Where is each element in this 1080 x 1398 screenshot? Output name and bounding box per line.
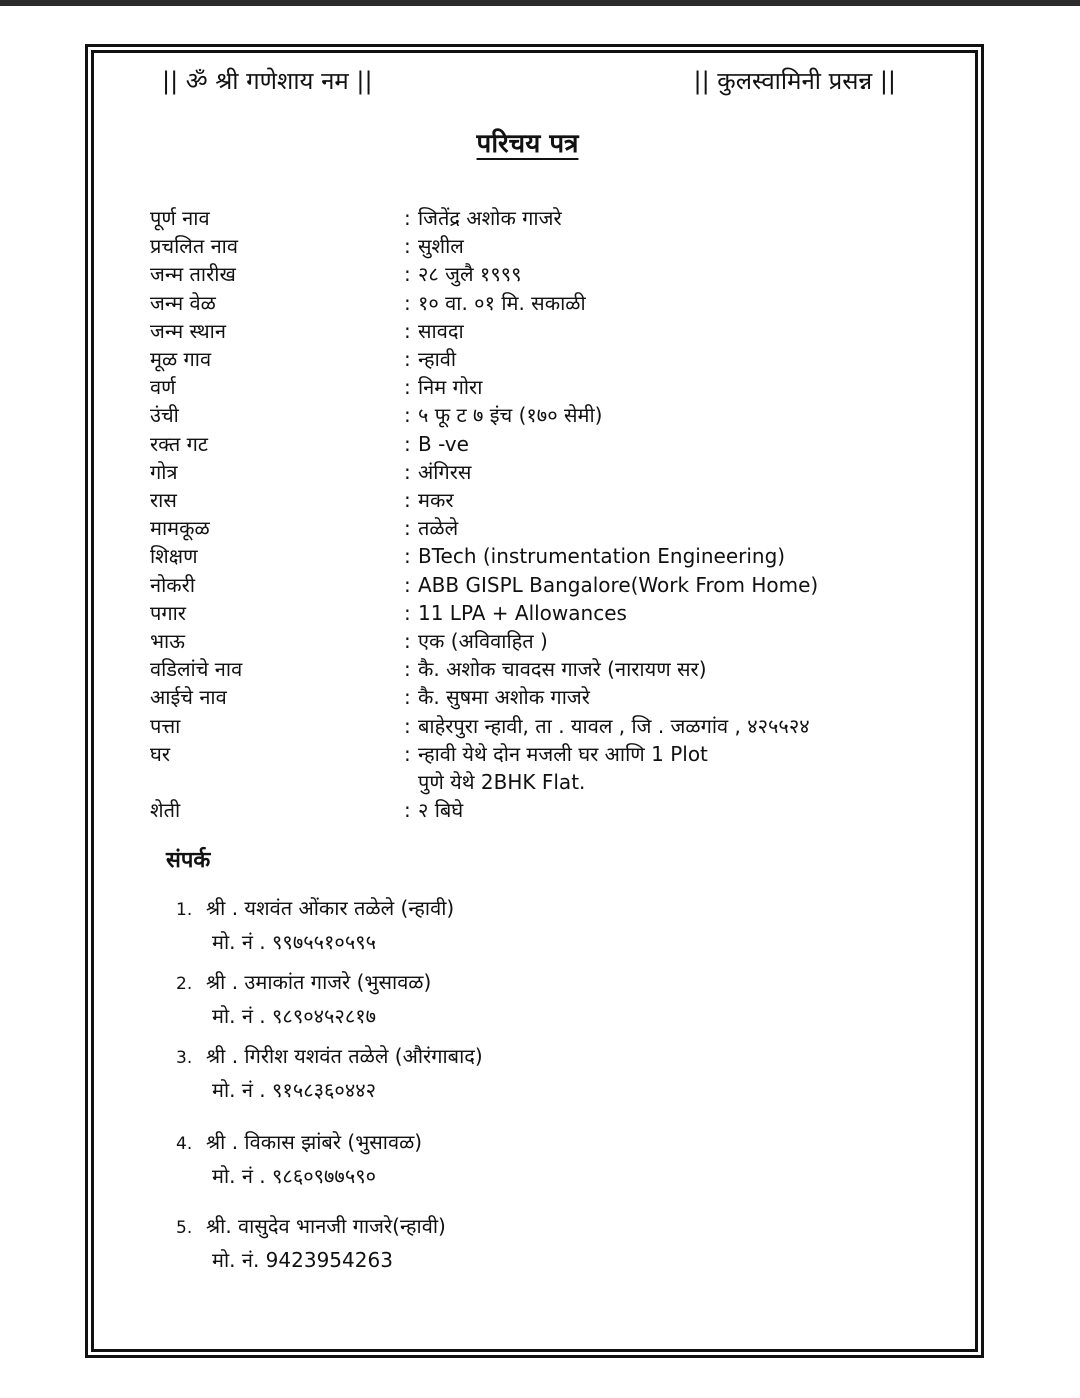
detail-value: एक (अविवाहित ) bbox=[418, 629, 548, 654]
detail-row-height bbox=[150, 401, 910, 429]
detail-label: घर bbox=[150, 741, 170, 766]
contact-name: श्री . यशवंत ओंकार तळेले (न्हावी) bbox=[206, 896, 455, 920]
detail-value: २८ जुलै १९९९ bbox=[418, 262, 522, 287]
contact-number: 4. bbox=[176, 1134, 193, 1154]
detail-row-brother bbox=[150, 627, 910, 655]
detail-label: वर्ण bbox=[150, 375, 176, 400]
detail-value: अंगिरस bbox=[418, 459, 472, 484]
detail-value: बाहेरपुरा न्हावी, ता . यावल , जि . जळगांव , ४२५५२४ bbox=[418, 713, 810, 738]
contact-item bbox=[176, 966, 431, 1032]
detail-label: आईचे नाव bbox=[150, 685, 227, 710]
detail-separator: : bbox=[404, 741, 411, 766]
detail-value: तळेले bbox=[418, 516, 459, 541]
page-title: परिचय पत्र bbox=[476, 129, 579, 159]
detail-row-full-name bbox=[150, 204, 910, 232]
detail-label: नोकरी bbox=[150, 572, 195, 597]
contact-item bbox=[176, 892, 454, 958]
detail-separator: : bbox=[404, 544, 411, 569]
detail-value: ५ फू ट ७ इंच (१७० सेमी) bbox=[418, 403, 603, 428]
detail-row-father-name bbox=[150, 655, 910, 683]
contact-phone: मो. नं . ९८९०४५२८१७ bbox=[212, 1004, 377, 1028]
detail-value: जितेंद्र अशोक गाजरे bbox=[418, 206, 562, 230]
detail-separator: : bbox=[404, 459, 411, 484]
detail-value: B -ve bbox=[418, 431, 469, 456]
detail-separator: : bbox=[404, 657, 411, 682]
detail-label: मूळ गाव bbox=[150, 347, 212, 372]
detail-value: न्हावी bbox=[418, 347, 457, 372]
detail-separator: : bbox=[404, 685, 411, 710]
contact-name: श्री. वासुदेव भानजी गाजरे(न्हावी) bbox=[206, 1214, 446, 1238]
detail-label: उंची bbox=[150, 403, 179, 428]
contact-name: श्री . उमाकांत गाजरे (भुसावळ) bbox=[206, 970, 432, 994]
detail-value: मकर bbox=[418, 488, 454, 513]
contact-item bbox=[176, 1210, 446, 1276]
detail-separator: : bbox=[404, 713, 411, 738]
detail-label: मामकूळ bbox=[150, 516, 210, 541]
detail-row-nickname bbox=[150, 232, 910, 260]
detail-value: न्हावी येथे दोन मजली घर आणि 1 Plot पुणे येथे 2BHK Flat. bbox=[418, 741, 708, 795]
detail-value: १० वा. ०१ मि. सकाळी bbox=[418, 290, 586, 315]
header-invocation-right: || कुलस्वामिनी प्रसन्न || bbox=[693, 67, 896, 95]
contact-name: श्री . गिरीश यशवंत तळेले (औरंगाबाद) bbox=[206, 1044, 483, 1068]
detail-row-complexion bbox=[150, 373, 910, 401]
detail-label: रास bbox=[150, 488, 177, 513]
detail-value: कै. अशोक चावदस गाजरे (नारायण सर) bbox=[418, 657, 707, 682]
detail-separator: : bbox=[404, 290, 411, 315]
detail-separator: : bbox=[404, 516, 411, 541]
contact-phone: मो. नं. 9423954263 bbox=[212, 1248, 393, 1272]
contact-phone: मो. नं . ९९७५५१०५९५ bbox=[212, 930, 377, 954]
contact-number: 1. bbox=[176, 900, 193, 920]
contact-number: 5. bbox=[176, 1218, 193, 1238]
detail-value: सावदा bbox=[418, 318, 464, 343]
detail-row-native-village bbox=[150, 345, 910, 373]
detail-label: शिक्षण bbox=[150, 544, 198, 569]
detail-separator: : bbox=[404, 318, 411, 343]
detail-label: भाऊ bbox=[150, 629, 185, 654]
detail-row-job bbox=[150, 571, 910, 599]
detail-label: वडिलांचे नाव bbox=[150, 657, 243, 682]
contact-number: 3. bbox=[176, 1048, 193, 1068]
detail-separator: : bbox=[404, 572, 411, 597]
detail-label: पूर्ण नाव bbox=[150, 206, 210, 230]
detail-separator: : bbox=[404, 403, 411, 428]
detail-label: पगार bbox=[150, 600, 186, 625]
detail-row-education bbox=[150, 542, 910, 570]
detail-row-birth-place bbox=[150, 317, 910, 345]
detail-row-blood-group bbox=[150, 430, 910, 458]
detail-value: २ बिघे bbox=[418, 798, 464, 823]
contact-number: 2. bbox=[176, 974, 193, 994]
contact-item bbox=[176, 1040, 483, 1106]
detail-separator: : bbox=[404, 375, 411, 400]
detail-label: रक्त गट bbox=[150, 431, 208, 456]
top-border-bar bbox=[0, 0, 1080, 6]
detail-row-mother-name bbox=[150, 683, 910, 711]
detail-separator: : bbox=[404, 234, 411, 259]
detail-label: पत्ता bbox=[150, 713, 181, 738]
detail-value: कै. सुषमा अशोक गाजरे bbox=[418, 685, 590, 710]
details-list bbox=[150, 204, 910, 824]
detail-separator: : bbox=[404, 431, 411, 456]
detail-label: जन्म स्थान bbox=[150, 318, 226, 343]
detail-value: ABB GISPL Bangalore(Work From Home) bbox=[418, 572, 819, 597]
detail-label: प्रचलित नाव bbox=[150, 234, 238, 259]
detail-row-gotra bbox=[150, 458, 910, 486]
detail-value: 11 LPA + Allowances bbox=[418, 600, 627, 625]
detail-row-maternal-clan bbox=[150, 514, 910, 542]
detail-separator: : bbox=[404, 600, 411, 625]
detail-value: निम गोरा bbox=[418, 375, 483, 400]
detail-separator: : bbox=[404, 488, 411, 513]
detail-row-salary bbox=[150, 599, 910, 627]
contact-item bbox=[176, 1126, 422, 1192]
detail-separator: : bbox=[404, 262, 411, 287]
detail-label: जन्म वेळ bbox=[150, 290, 216, 315]
detail-row-rashi bbox=[150, 486, 910, 514]
contact-phone: मो. नं . ९१५८३६०४४२ bbox=[212, 1078, 377, 1102]
detail-separator: : bbox=[404, 206, 411, 230]
detail-label: शेती bbox=[150, 798, 181, 823]
detail-row-farmland bbox=[150, 796, 910, 824]
contact-name: श्री . विकास झांबरे (भुसावळ) bbox=[206, 1130, 423, 1154]
detail-label: गोत्र bbox=[150, 459, 178, 484]
detail-separator: : bbox=[404, 798, 411, 823]
detail-value: सुशील bbox=[418, 234, 464, 259]
detail-label: जन्म तारीख bbox=[150, 262, 236, 287]
detail-separator: : bbox=[404, 347, 411, 372]
detail-row-address bbox=[150, 712, 910, 740]
contact-phone: मो. नं . ९८६०९७७५९० bbox=[212, 1164, 377, 1188]
detail-row-house bbox=[150, 740, 910, 796]
contacts-heading: संपर्क bbox=[166, 848, 211, 873]
detail-row-birth-time bbox=[150, 289, 910, 317]
detail-row-birth-date bbox=[150, 260, 910, 288]
detail-separator: : bbox=[404, 629, 411, 654]
detail-value: BTech (instrumentation Engineering) bbox=[418, 544, 786, 569]
header-invocation-left: || ॐ श्री गणेशाय नम || bbox=[162, 67, 373, 95]
